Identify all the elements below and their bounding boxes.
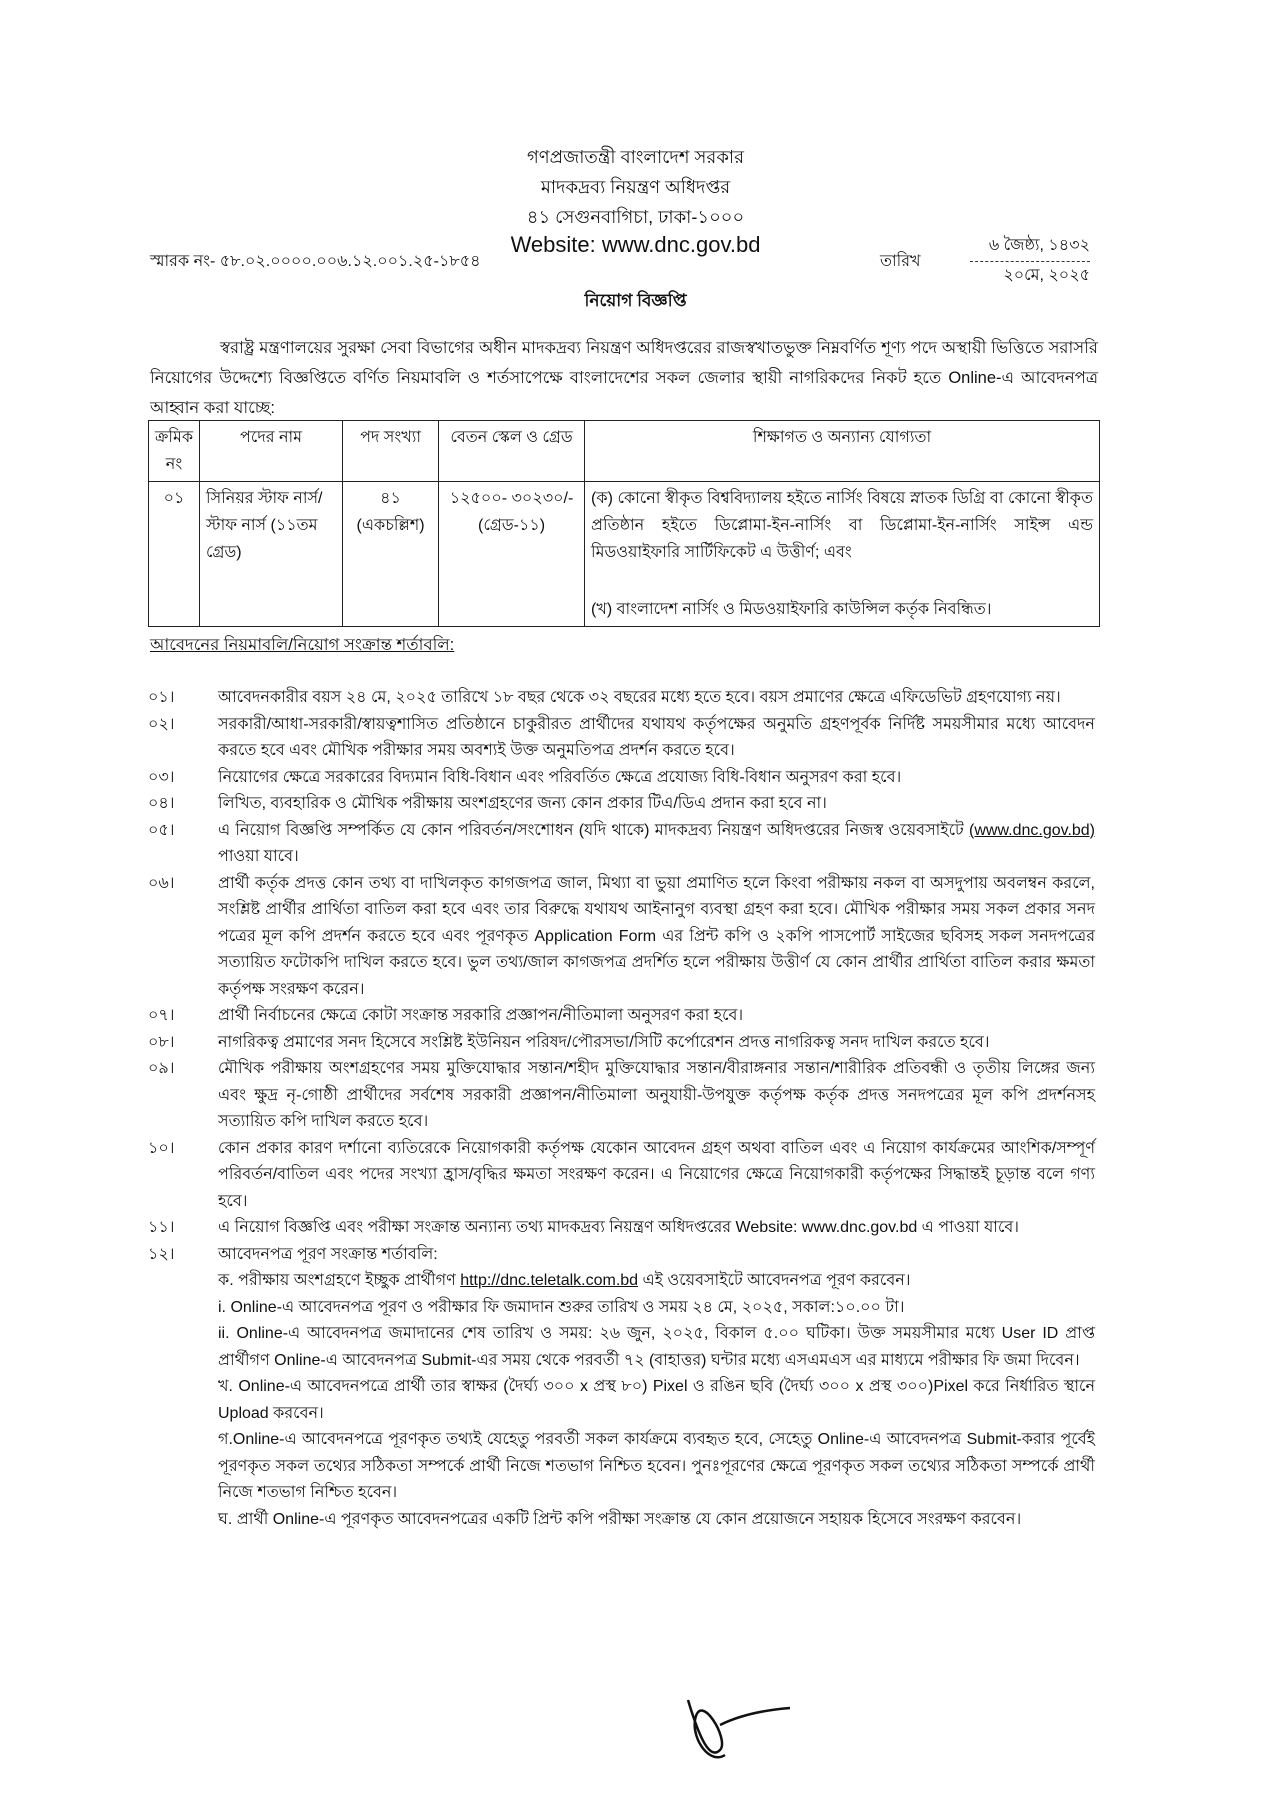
sub-item-ka: [148, 1268, 1095, 1295]
item-text: নিয়োগের ক্ষেত্রে সরকারের বিদ্যমান বিধি-বিধান এবং পরিবর্তিত ক্ষেত্রে প্রযোজ্য বিধি-বিধান অনুসরণ করা হবে।: [218, 768, 902, 786]
item-number: ১২।: [148, 1245, 175, 1263]
col-post: পদের নাম: [200, 421, 343, 482]
table-header-row: [149, 421, 1100, 482]
item-text: এ নিয়োগ বিজ্ঞপ্তি এবং পরীক্ষা সংক্রান্ত অন্যান্য তথ্য মাদকদ্রব্য নিয়ন্ত্রণ অধিদপ্তরের Website: www.dnc.gov.bd এ পাওয়া যাবে।: [218, 1219, 1020, 1236]
qualification-a: (ক) কোনো স্বীকৃত বিশ্ববিদ্যালয় হইতে নার্সিং বিষয়ে স্নাতক ডিগ্রি বা কোনো স্বীকৃত প্রতিষ্ঠান হইতে ডিপ্লোমা-ইন-নার্সিং বা ডিপ্লোমা-ইন-নার্সিং সাইন্স এন্ড মিডওয়াইফারি সার্টিফিকেট এ উত্তীর্ণ; এবং: [591, 490, 1093, 561]
vacancy-table: [148, 420, 1100, 627]
list-item: [148, 712, 1095, 765]
item-number: ০৭।: [148, 1007, 175, 1024]
item-text-after: পাওয়া যাবে।: [218, 848, 299, 865]
cell-post: সিনিয়র স্টাফ নার্স/স্টাফ নার্স (১১তম গ্রেড): [200, 482, 343, 627]
item-text: প্রার্থী নির্বাচনের ক্ষেত্রে কোটা সংক্রান্ত সরকারি প্রজ্ঞাপন/নীতিমালা অনুসরণ করা হবে।: [218, 1007, 744, 1024]
item-text: কোন প্রকার কারণ দর্শানো ব্যতিরেকে নিয়োগকারী কর্তৃপক্ষ যেকোন আবেদন গ্রহণ অথবা বাতিল এবং এ নিয়োগ কার্যক্রমের আংশিক/সম্পূর্ণ পরিবর্তন/বাতিল এবং পদের সংখ্যা হ্রাস/বৃদ্ধির ক্ষমতা সংরক্ষণ করেন। এ নিয়োগের ক্ষেত্রে নিয়োগকারী কর্তৃপক্ষের সিদ্ধান্তই চূড়ান্ত বলে গণ্য হবে।: [218, 1139, 1095, 1210]
sub-item-i: i. Online-এ আবেদনপত্র পূরণ ও পরীক্ষার ফি জমাদান শুরুর তারিখ ও সময় ২৪ মে, ২০২৫, সকাল:১০.০০ টা।: [218, 1298, 905, 1316]
cell-scale: ১২৫০০- ৩০২৩০/- (গ্রেড-১১): [439, 482, 585, 627]
sub-item-ga: গ.Online-এ আবেদনপত্রে পূরণকৃত তথ্যই যেহেতু পরবর্তী সকল কার্যক্রমে ব্যবহৃত হবে, সেহেতু Online-এ আবেদনপত্র Submit-করার পূর্বেই পূরণকৃত সকল তথ্যের সঠিকতা সম্পর্কে প্রার্থী নিজে শতভাগ নিশ্চিত হবেন। পুনঃপূরণের ক্ষেত্রে পূরণকৃত সকল তথ্যের সঠিকতা সম্পর্কে প্রার্থী নিজে শতভাগ নিশ্চিত হবেন।: [218, 1431, 1095, 1501]
item-number: ০৩।: [148, 768, 175, 786]
date-bangla: ৬ জৈষ্ঠ্য, ১৪৩২: [970, 232, 1090, 262]
list-item: [148, 1056, 1095, 1136]
dnc-website-link[interactable]: (www.dnc.gov.bd): [969, 821, 1096, 839]
item-number: ০৯।: [148, 1060, 175, 1077]
col-scale: বেতন স্কেল ও গ্রেড: [439, 421, 585, 482]
item-text: প্রার্থী কর্তৃক প্রদত্ত কোন তথ্য বা দাখিলকৃত কাগজপত্র জাল, মিথ্যা বা ভুয়া প্রমাণিত হলে কিংবা পরীক্ষায় নকল বা অসদুপায় অবলম্বন করলে, সংশ্লিষ্ট প্রার্থীর প্রার্থিতা বাতিল করা হবে এবং তার বিরুদ্ধে যথাযথ আইনানুগ ব্যবস্থা গ্রহণ করা হবে। মৌখিক পরীক্ষার সময় সকল প্রকার সনদ পত্রের মূল কপি প্রদর্শন করতে হবে এবং পূরণকৃত Application Form এর প্রিন্ট কপি ও ২কপি পাসপোর্ট সাইজের ছবিসহ সকল সনদপত্রের সত্যায়িত ফটোকপি দাখিল করতে হবে। ভুল তথ্য/জাল কাগজপত্র প্রদর্শিত হলে পরীক্ষায় উত্তীর্ণ যে কোন প্রার্থীর প্রার্থিতা বাতিল করার ক্ষমতা কর্তৃপক্ষ সংরক্ষণ করেন।: [218, 874, 1095, 998]
qualification-b: (খ) বাংলাদেশ নার্সিং ও মিডওয়াইফারি কাউন্সিল কর্তৃক নিবন্ধিত।: [591, 601, 992, 618]
item-number: ০৫।: [148, 821, 175, 839]
item-number: ০১।: [148, 689, 175, 706]
col-count: পদ সংখ্যা: [343, 421, 439, 482]
list-item: [148, 765, 1095, 792]
intro-paragraph: স্বরাষ্ট্র মন্ত্রণালয়ের সুরক্ষা সেবা বিভাগের অধীন মাদকদ্রব্য নিয়ন্ত্রণ অধিদপ্তরের রাজস্বখাতভুক্ত নিম্নবর্ণিত শূণ্য পদে অস্থায়ী ভিত্তিতে সরাসরি নিয়োগের উদ্দেশ্যে বিজ্ঞপ্তিতে বর্ণিত নিয়মাবলি ও শর্তসাপেক্ষে বাংলাদেশের সকল জেলার স্থায়ী নাগরিকদের নিকট হতে Online-এ আবেদনপত্র আহ্বান করা যাচ্ছে:: [150, 339, 1098, 417]
list-item: [148, 1215, 1095, 1242]
date-gregorian: ২০মে, ২০২৫: [1003, 267, 1090, 284]
teletalk-link[interactable]: http://dnc.teletalk.com.bd: [460, 1272, 639, 1289]
item-text: লিখিত, ব্যবহারিক ও মৌখিক পরীক্ষায় অংশগ্রহণের জন্য কোন প্রকার টিএ/ডিএ প্রদান করা হবে না।: [218, 795, 827, 812]
department-name: মাদকদ্রব্য নিয়ন্ত্রণ অধিদপ্তর: [540, 177, 731, 197]
list-item: [148, 818, 1095, 871]
cell-qualification: [585, 482, 1100, 627]
page-title: নিয়োগ বিজ্ঞপ্তি: [584, 291, 687, 310]
item-text: আবেদনকারীর বয়স ২৪ মে, ২০২৫ তারিখে ১৮ বছর থেকে ৩২ বছরের মধ্যে হতে হবে। বয়স প্রমাণের ক্ষেত্রে এফিডেভিট গ্রহণযোগ্য নয়।: [218, 689, 1061, 706]
item-text: এ নিয়োগ বিজ্ঞপ্তি সম্পর্কিত যে কোন পরিবর্তন/সংশোধন (যদি থাকে) মাদকদ্রব্য নিয়ন্ত্রণ অধিদপ্তরের নিজস্ব ওয়েবসাইটে: [218, 821, 964, 839]
item-text: সরকারী/আধা-সরকারী/স্বায়ত্বশাসিত প্রতিষ্ঠানে চাকুরীরত প্রার্থীদের যথাযথ কর্তৃপক্ষের অনুমতি গ্রহণপূর্বক নির্দিষ্ট সময়সীমার মধ্যে আবেদন করতে হবে এবং মৌখিক পরীক্ষার সময় অবশ্যই উক্ত অনুমতিপত্র প্রদর্শন করতে হবে।: [218, 715, 1095, 759]
item-number: ০২।: [148, 715, 175, 733]
date-label: তারিখ: [880, 253, 921, 270]
cell-serial: ০১: [149, 482, 200, 627]
cell-count: ৪১ (একচল্লিশ): [343, 482, 439, 627]
list-item: [148, 1003, 1095, 1030]
item-number: ০৬।: [148, 874, 175, 892]
sub-item-kha: খ. Online-এ আবেদনপত্রে প্রার্থী তার স্বাক্ষর (দৈর্ঘ্য ৩০০ x প্রস্থ ৮০) Pixel ও রঙিন ছবি (দৈর্ঘ্য ৩০০ x প্রস্থ ৩০০)Pixel করে নির্ধারিত স্থানে Upload করবেন।: [218, 1378, 1095, 1422]
rules-list: [148, 685, 1095, 1533]
table-row: [149, 482, 1100, 627]
col-qualification: শিক্ষাগত ও অন্যান্য যোগ্যতা: [585, 421, 1100, 482]
sub-text: ক. পরীক্ষায় অংশগ্রহণে ইচ্ছুক প্রার্থীগণ: [218, 1272, 461, 1289]
item-text: নাগরিকত্ব প্রমাণের সনদ হিসেবে সংশ্লিষ্ট ইউনিয়ন পরিষদ/পৌরসভা/সিটি কর্পোরেশন প্রদত্ত নাগরিকত্ব সনদ দাখিল করতে হবে।: [218, 1033, 990, 1051]
list-item: [148, 1030, 1095, 1057]
govt-name: গণপ্রজাতন্ত্রী বাংলাদেশ সরকার: [526, 147, 745, 167]
item-number: ১০।: [148, 1139, 175, 1157]
item-number: ০৮।: [148, 1033, 175, 1051]
sub-text-after: এই ওয়েবসাইটে আবেদনপত্র পূরণ করবেন।: [638, 1272, 911, 1289]
address: ৪১ সেগুনবাগিচা, ঢাকা-১০০০: [526, 207, 745, 227]
col-serial: ক্রমিক নং: [149, 421, 200, 482]
item-text: মৌখিক পরীক্ষায় অংশগ্রহণের সময় মুক্তিযোদ্ধার সন্তান/শহীদ মুক্তিযোদ্ধার সন্তান/বীরাঙ্গনার সন্তান/শারীরিক প্রতিবন্ধী ও তৃতীয় লিঙ্গের জন্য এবং ক্ষুদ্র নৃ-গোষ্ঠী প্রার্থীদের সর্বশেষ সরকারী প্রজ্ঞাপন/নীতিমালা অনুযায়ী-উপযুক্ত কর্তৃপক্ষ কর্তৃক প্রদত্ত সনদপত্রের মূল কপি প্রদর্শনসহ সত্যায়িত কপি দাখিল করতে হবে।: [218, 1060, 1095, 1130]
sub-item-gha: ঘ. প্রার্থী Online-এ পূরণকৃত আবেদনপত্রের একটি প্রিন্ট কপি পরীক্ষা সংক্রান্ত যে কোন প্রয়োজনে সহায়ক হিসেবে সংরক্ষণ করবেন।: [218, 1510, 1022, 1528]
sub-item-ii: ii. Online-এ আবেদনপত্র জমাদানের শেষ তারিখ ও সময়: ২৬ জুন, ২০২৫, বিকাল ৫.০০ ঘটিকা। উক্ত সময়সীমার মধ্যে User ID প্রাপ্ত প্রার্থীগণ Online-এ আবেদনপত্র Submit-এর সময় থেকে পরবর্তী ৭২ (বাহাত্তর) ঘন্টার মধ্যে এসএমএস এর মাধ্যমে পরীক্ষার ফি জমা দিবেন।: [218, 1325, 1095, 1369]
website: Website: www.dnc.gov.bd: [510, 232, 761, 257]
list-item: [148, 791, 1095, 818]
list-item: [148, 871, 1095, 1004]
list-item: [148, 685, 1095, 712]
item-text: আবেদনপত্র পূরণ সংক্রান্ত শর্তাবলি:: [218, 1245, 438, 1263]
memo-number: স্মারক নং- ৫৮.০২.০০০০.০০৬.১২.০০১.২৫-১৮৫৪: [150, 253, 481, 270]
item-number: ০৪।: [148, 795, 175, 812]
list-item: [148, 1242, 1095, 1269]
list-item: [148, 1136, 1095, 1216]
signature: [680, 1680, 800, 1770]
section-heading: আবেদনের নিয়মাবলি/নিয়োগ সংক্রান্ত শর্তাবলি:: [150, 636, 455, 654]
item-number: ১১।: [148, 1219, 175, 1236]
